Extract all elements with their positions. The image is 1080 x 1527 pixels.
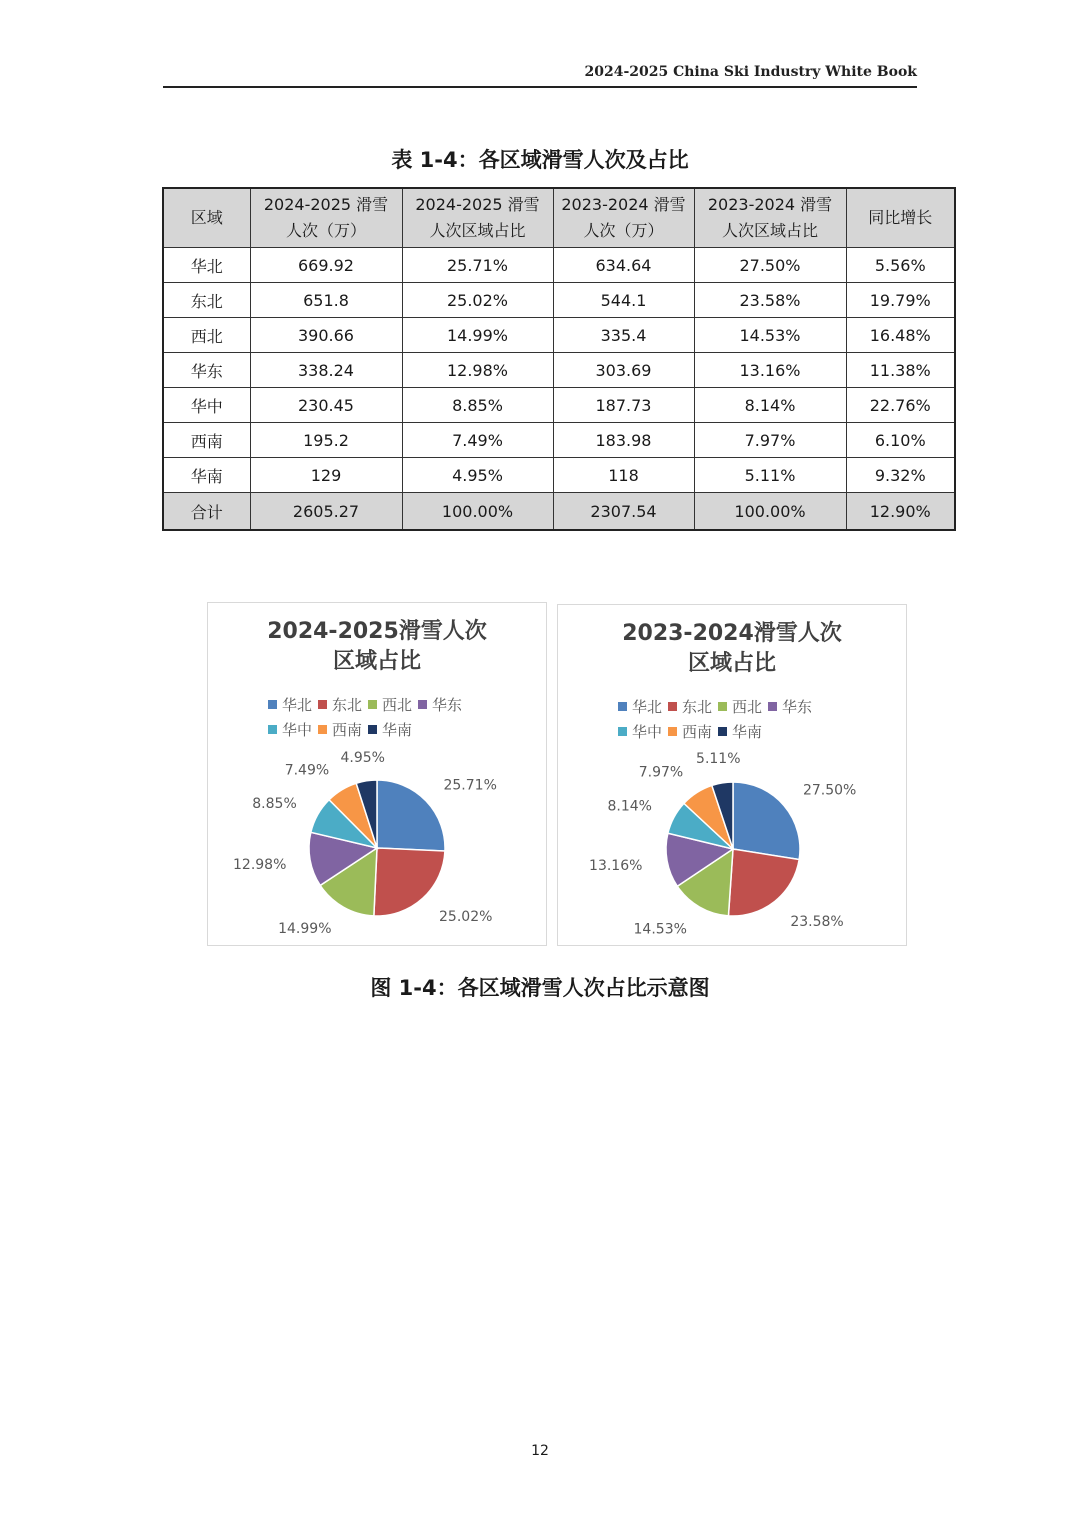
table-row: [163, 318, 955, 353]
total-value-cell: 12.90%: [846, 493, 955, 531]
value-cell: 390.66: [250, 318, 402, 353]
data-label: 8.14%: [607, 798, 652, 815]
total-value-cell: 2605.27: [250, 493, 402, 531]
data-label: 14.53%: [633, 921, 687, 938]
value-cell: 195.2: [250, 423, 402, 458]
region-cell: 西南: [163, 423, 250, 458]
value-cell: 7.97%: [694, 423, 846, 458]
value-cell: 7.49%: [402, 423, 553, 458]
region-cell: 华北: [163, 248, 250, 283]
legend-label: 华中: [632, 723, 663, 741]
value-cell: 129: [250, 458, 402, 493]
column-header: 区域: [163, 188, 250, 248]
table-body: [163, 248, 955, 531]
value-cell: 11.38%: [846, 353, 955, 388]
total-value-cell: 100.00%: [694, 493, 846, 531]
legend-label: 东北: [682, 698, 713, 716]
value-cell: 544.1: [553, 283, 694, 318]
value-cell: 335.4: [553, 318, 694, 353]
pie-slice: [728, 849, 799, 916]
legend-label: 东北: [332, 696, 363, 714]
table-row: [163, 388, 955, 423]
value-cell: 25.71%: [402, 248, 553, 283]
value-cell: 669.92: [250, 248, 402, 283]
legend-label: 华东: [782, 698, 813, 716]
value-cell: 651.8: [250, 283, 402, 318]
value-cell: 5.56%: [846, 248, 955, 283]
value-cell: 5.11%: [694, 458, 846, 493]
data-label: 4.95%: [340, 750, 385, 767]
pie-slice: [374, 848, 445, 916]
total-label-cell: 合计: [163, 493, 250, 531]
legend-label: 西南: [682, 723, 713, 741]
value-cell: 4.95%: [402, 458, 553, 493]
value-cell: 23.58%: [694, 283, 846, 318]
column-header: 2024-2025 滑雪 人次区域占比: [402, 188, 553, 248]
region-cell: 西北: [163, 318, 250, 353]
value-cell: 6.10%: [846, 423, 955, 458]
legend-label: 华中: [282, 721, 313, 739]
value-cell: 187.73: [553, 388, 694, 423]
value-cell: 22.76%: [846, 388, 955, 423]
pie-slice: [377, 780, 445, 851]
legend-label: 华南: [382, 721, 413, 739]
column-header: 2023-2024 滑雪 人次（万）: [553, 188, 694, 248]
value-cell: 8.14%: [694, 388, 846, 423]
value-cell: 14.53%: [694, 318, 846, 353]
table-header-row: [163, 188, 955, 248]
value-cell: 8.85%: [402, 388, 553, 423]
region-cell: 华东: [163, 353, 250, 388]
value-cell: 9.32%: [846, 458, 955, 493]
legend-label: 华北: [632, 698, 663, 716]
data-label: 8.85%: [252, 796, 297, 813]
column-header: 同比增长: [846, 188, 955, 248]
region-cell: 东北: [163, 283, 250, 318]
total-value-cell: 2307.54: [553, 493, 694, 531]
data-label: 27.50%: [802, 782, 857, 799]
value-cell: 12.98%: [402, 353, 553, 388]
value-cell: 634.64: [553, 248, 694, 283]
running-header: 2024-2025 China Ski Industry White Book: [584, 64, 917, 80]
value-cell: 118: [553, 458, 694, 493]
data-label: 7.49%: [284, 762, 330, 779]
table-row: [163, 353, 955, 388]
value-cell: 25.02%: [402, 283, 553, 318]
table-row: [163, 423, 955, 458]
legend-label: 华北: [282, 696, 313, 714]
value-cell: 183.98: [553, 423, 694, 458]
header-divider: [163, 86, 917, 88]
value-cell: 14.99%: [402, 318, 553, 353]
figure-caption: 图 1-4：各区域滑雪人次占比示意图: [370, 976, 710, 1000]
total-row: [163, 493, 955, 531]
value-cell: 16.48%: [846, 318, 955, 353]
data-label: 5.11%: [696, 751, 741, 768]
data-label: 25.02%: [439, 908, 493, 925]
pie-chart-2024-2025: [207, 602, 547, 946]
value-cell: 303.69: [553, 353, 694, 388]
column-header: 2023-2024 滑雪 人次区域占比: [694, 188, 846, 248]
legend-label: 华南: [732, 723, 763, 741]
value-cell: 13.16%: [694, 353, 846, 388]
legend-label: 西南: [332, 721, 363, 739]
legend-label: 西北: [732, 698, 763, 716]
region-cell: 华南: [163, 458, 250, 493]
table-caption: 表 1-4：各区域滑雪人次及占比: [391, 148, 689, 172]
chart-title: 2023-2024滑雪人次 区域占比: [622, 621, 842, 676]
legend-label: 西北: [382, 696, 413, 714]
table-row: [163, 248, 955, 283]
column-header: 2024-2025 滑雪 人次（万）: [250, 188, 402, 248]
chart-title: 2024-2025滑雪人次 区域占比: [267, 619, 487, 674]
pie-plot: [208, 603, 546, 945]
data-label: 25.71%: [443, 777, 497, 794]
value-cell: 230.45: [250, 388, 402, 423]
data-label: 7.97%: [638, 764, 684, 781]
value-cell: 27.50%: [694, 248, 846, 283]
pie-slice: [733, 782, 800, 859]
pie-chart-2023-2024: [557, 604, 907, 946]
legend-label: 华东: [432, 696, 463, 714]
data-label: 23.58%: [790, 913, 844, 930]
pie-plot: [558, 605, 906, 945]
value-cell: 19.79%: [846, 283, 955, 318]
data-label: 14.99%: [278, 920, 332, 937]
table-row: [163, 283, 955, 318]
table-row: [163, 458, 955, 493]
page-number: 12: [531, 1443, 549, 1459]
value-cell: 338.24: [250, 353, 402, 388]
data-label: 13.16%: [589, 858, 643, 875]
region-cell: 华中: [163, 388, 250, 423]
total-value-cell: 100.00%: [402, 493, 553, 531]
data-label: 12.98%: [233, 857, 287, 874]
region-ski-visits-table: [162, 187, 956, 531]
